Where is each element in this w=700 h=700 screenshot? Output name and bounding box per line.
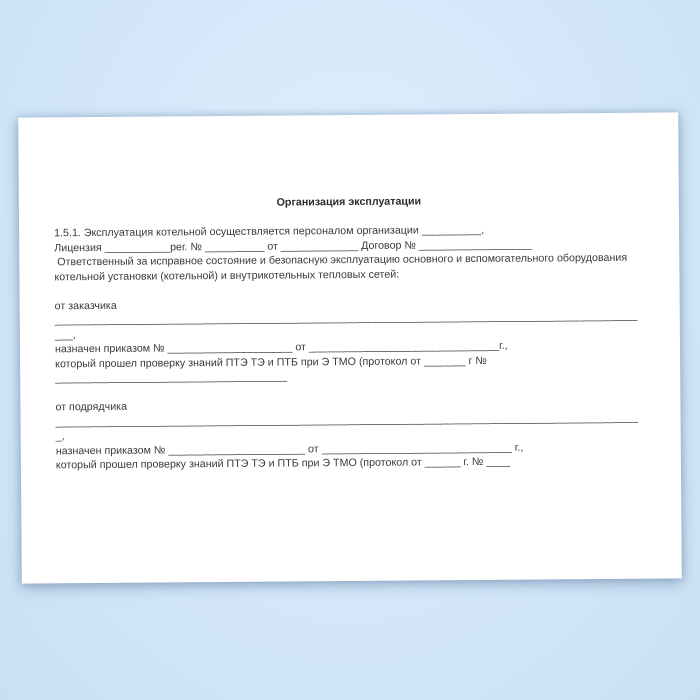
document-page <box>18 112 682 583</box>
document-line: назначен приказом № _____________________ от ________________________________г., <box>54 339 508 356</box>
document-line: 1.5.1. Эксплуатация котельной осуществляется персоналом организации __________, <box>54 223 485 240</box>
document-line: _, <box>55 430 65 443</box>
document-line: Ответственный за исправное состояние и безопасную эксплуатацию основного и вспомогательного оборудования <box>54 251 628 269</box>
document-line: который прошел проверку знаний ПТЭ ТЭ и ПТБ при Э ТМО (протокол от _______ г № <box>55 354 487 370</box>
document-line: Лицензия ___________рег. № __________ от _____________ Договор № ___________________ <box>54 238 532 254</box>
document-line: __________________________________________________________________________________________________ <box>55 411 639 428</box>
document-line: ___, <box>54 328 76 341</box>
document-line: котельной установки (котельной) и внутрикотельных тепловых сетей: <box>54 268 400 283</box>
document-content <box>18 112 681 473</box>
document-line: от подрядчика <box>55 400 128 414</box>
document-line: назначен приказом № _______________________ от ________________________________ г., <box>55 441 524 457</box>
document-line: __________________________________________________________________________________________________ <box>54 309 638 327</box>
document-line: который прошел проверку знаний ПТЭ ТЭ и ПТБ при Э ТМО (протокол от ______ г. № ____ <box>55 455 511 472</box>
document-line: от заказчика <box>54 299 117 312</box>
document-line: _______________________________________ <box>55 370 288 385</box>
document-line: Организация эксплуатации <box>276 195 422 209</box>
